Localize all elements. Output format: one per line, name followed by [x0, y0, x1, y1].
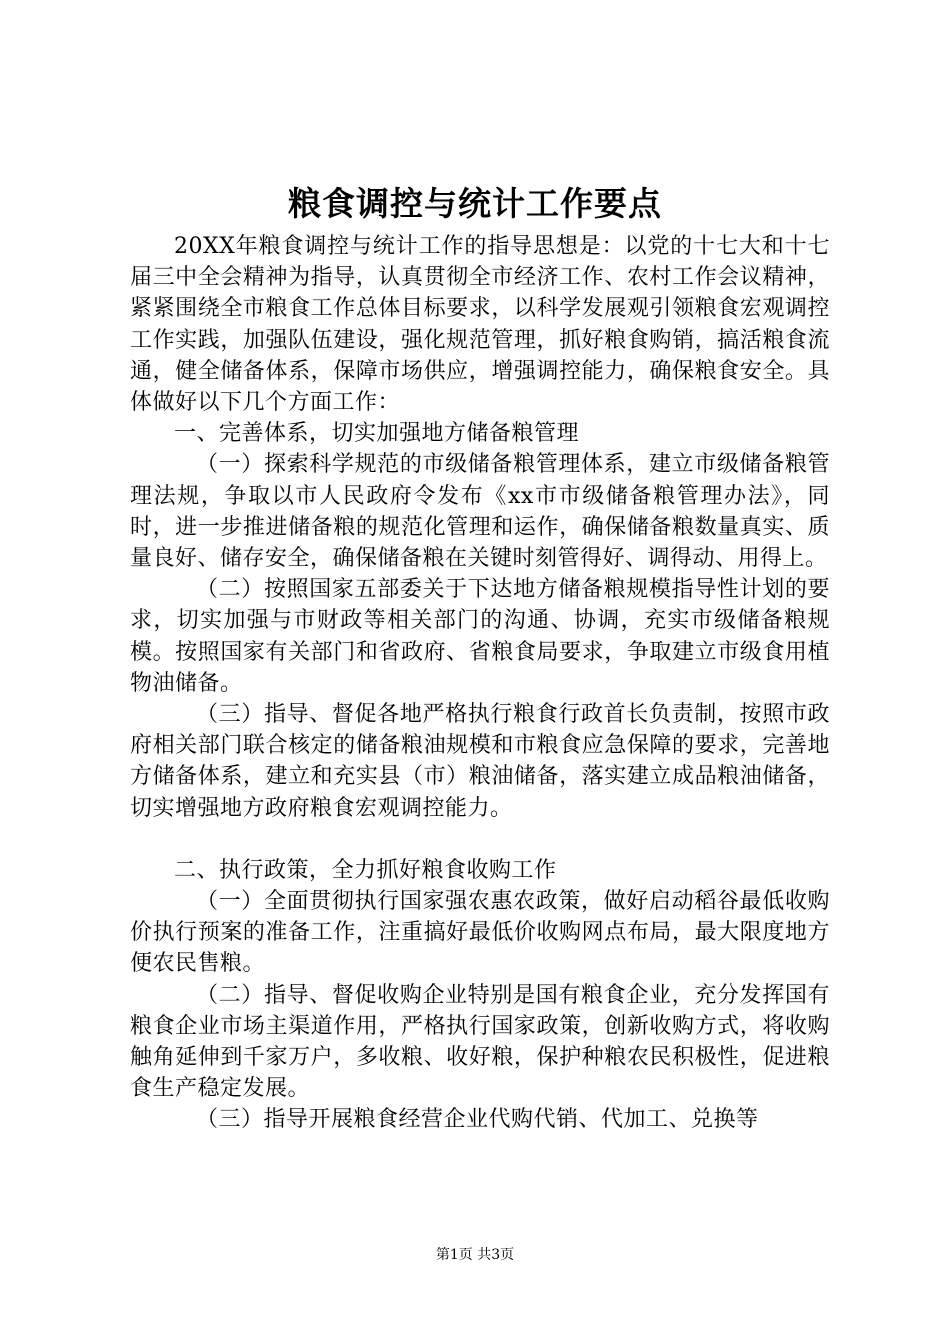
section-1-item-2: （二）按照国家五部委关于下达地方储备粮规模指导性计划的要求，切实加强与市财政等相关部门的沟通、协调，充实市级储备粮规模。按照国家有关部门和省政府、省粮食局要求，争取建立市级食用植物油储备。: [130, 577, 830, 696]
section-1-item-3: （三）指导、督促各地严格执行粮食行政首长负责制，按照市政府相关部门联合核定的储备粮油规模和市粮食应急保障的要求，完善地方储备体系，建立和充实县（市）粮油储备，落实建立成品粮油储备，切实增强地方政府粮食宏观调控能力。: [130, 702, 830, 821]
section-2-item-2: （二）指导、督促收购企业特别是国有粮食企业，充分发挥国有粮食企业市场主渠道作用，严格执行国家政策，创新收购方式，将收购触角延伸到千家万户，多收粮、收好粮，保护种粮农民积极性，促进粮食生产稳定发展。: [130, 982, 830, 1102]
page-number-footer: 第1页 共3页: [435, 1247, 515, 1263]
paragraph-spacer: [130, 824, 830, 855]
section-2-item-1: （一）全面贯彻执行国家强农惠农政策，做好启动稻谷最低收购价执行预案的准备工作，注重搞好最低价收购网点布局，最大限度地方便农民售粮。: [130, 889, 830, 977]
section-1-heading: 一、完善体系，切实加强地方储备粮管理: [174, 421, 580, 447]
intro-paragraph: 20XX年粮食调控与统计工作的指导思想是：以党的十七大和十七届三中全会精神为指导，认真贯彻全市经济工作、农村工作会议精神，紧紧围绕全市粮食工作总体目标要求，以科学发展观引领粮食宏观调控工作实践，加强队伍建设，强化规范管理，抓好粮食购销，搞活粮食流通，健全储备体系，保障市场供应，增强调控能力，确保粮食安全。具体做好以下几个方面工作：: [130, 234, 830, 416]
document-body: [130, 231, 830, 1136]
document-title: 粮食调控与统计工作要点: [288, 184, 662, 223]
section-2-item-3: （三）指导开展粮食经营企业代购代销、代加工、兑换等: [196, 1107, 759, 1133]
section-1-item-1: （一）探索科学规范的市级储备粮管理体系，建立市级储备粮管理法规，争取以市人民政府令发布《xx市市级储备粮管理办法》，同时，进一步推进储备粮的规范化管理和运作，确保储备粮数量真实、质量良好、储存安全，确保储备粮在关键时刻管得好、调得动、用得上。: [130, 452, 830, 572]
section-2-heading: 二、执行政策，全力抓好粮食收购工作: [174, 857, 557, 883]
